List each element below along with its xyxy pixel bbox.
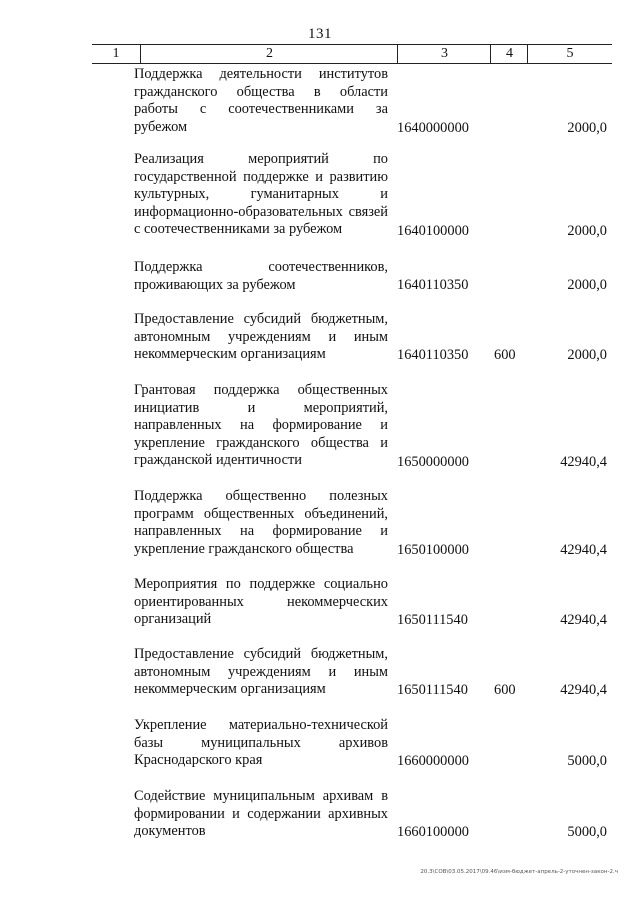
header-col-3: 3 bbox=[397, 45, 491, 63]
row-amount: 42940,4 bbox=[560, 682, 607, 698]
row-description: Содействие муниципальным архивам в формировании и содержании архивных документов bbox=[134, 788, 388, 839]
row-description: Мероприятия по поддержке социально ориентированных некоммерческих организаций bbox=[134, 576, 388, 627]
row-kvr: 600 bbox=[494, 347, 516, 363]
row-description: Поддержка соотечественников, проживающих за рубежом bbox=[134, 259, 388, 293]
row-amount: 5000,0 bbox=[567, 824, 607, 840]
row-code: 1650000000 bbox=[397, 454, 469, 470]
row-description: Поддержка общественно полезных программ общественных объединений, направленных на формирование и укрепление гражданского общества bbox=[134, 488, 388, 557]
row-description: Реализация мероприятий по государственной поддержке и развитию культурных, гуманитарных и информационно-образовательных связей с соотечественниками за рубежом bbox=[134, 151, 388, 237]
row-amount: 2000,0 bbox=[567, 347, 607, 363]
row-amount: 42940,4 bbox=[560, 612, 607, 628]
footer-file-path: 20.3\СОВ\03.05.2017\09.46\изм-бюджет-апрель-2-уточнен-закон-2.ч bbox=[420, 869, 618, 875]
header-col-2: 2 bbox=[140, 45, 398, 63]
header-col-1: 1 bbox=[112, 46, 120, 61]
table-header bbox=[92, 44, 612, 64]
row-description: Предоставление субсидий бюджетным, автономным учреждениям и иным некоммерческим организациям bbox=[134, 311, 388, 362]
row-amount: 2000,0 bbox=[567, 120, 607, 136]
row-description: Грантовая поддержка общественных инициатив и мероприятий, направленных на формирование и укрепление гражданского общества и гражданской идентичности bbox=[134, 382, 388, 468]
row-amount: 42940,4 bbox=[560, 542, 607, 558]
row-code: 1650111540 bbox=[397, 682, 468, 698]
row-amount: 2000,0 bbox=[567, 223, 607, 239]
row-code: 1650100000 bbox=[397, 542, 469, 558]
row-amount: 2000,0 bbox=[567, 277, 607, 293]
row-code: 1640000000 bbox=[397, 120, 469, 136]
row-amount: 42940,4 bbox=[560, 454, 607, 470]
row-code: 1660000000 bbox=[397, 753, 469, 769]
row-code: 1640100000 bbox=[397, 223, 469, 239]
row-code: 1640110350 bbox=[397, 277, 469, 293]
header-col-5: 5 bbox=[527, 45, 612, 63]
row-amount: 5000,0 bbox=[567, 753, 607, 769]
row-code: 1660100000 bbox=[397, 824, 469, 840]
row-description: Укрепление материально-технической базы муниципальных архивов Краснодарского края bbox=[134, 717, 388, 768]
row-code: 1640110350 bbox=[397, 347, 469, 363]
row-description: Предоставление субсидий бюджетным, автономным учреждениям и иным некоммерческим организациям bbox=[134, 646, 388, 697]
row-code: 1650111540 bbox=[397, 612, 468, 628]
row-kvr: 600 bbox=[494, 682, 516, 698]
row-description: Поддержка деятельности институтов гражданского общества в области работы с соотечественниками за рубежом bbox=[134, 66, 388, 135]
page-number: 131 bbox=[308, 26, 332, 42]
header-col-4: 4 bbox=[490, 45, 528, 63]
